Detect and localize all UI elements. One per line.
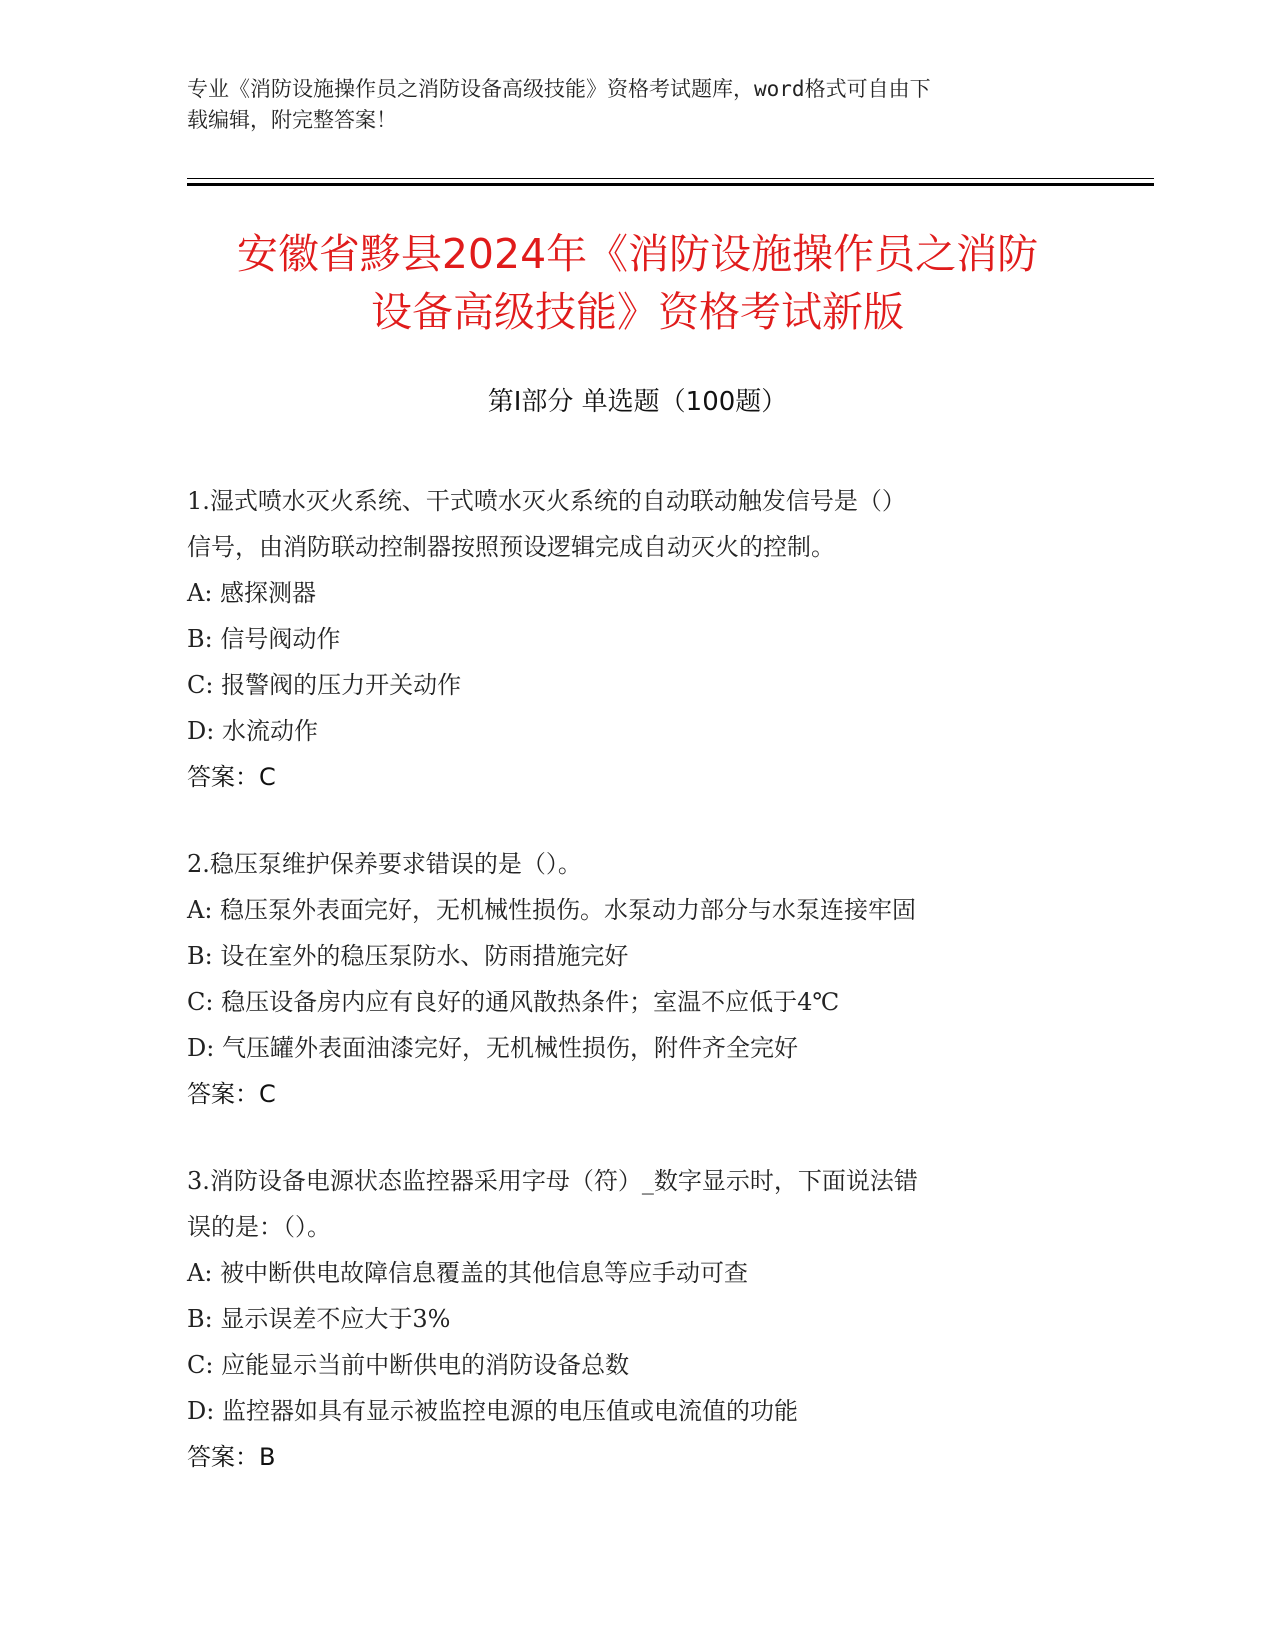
option-c: C: 应能显示当前中断供电的消防设备总数 <box>187 1351 630 1379</box>
option-d: D: 气压罐外表面油漆完好，无机械性损伤，附件齐全完好 <box>187 1034 798 1062</box>
divider <box>187 178 1154 179</box>
header-note-line: 载编辑，附完整答案！ <box>187 108 397 132</box>
section-title: 第Ⅰ部分 单选题（100题） <box>487 387 788 417</box>
option-b: B: 信号阀动作 <box>187 625 341 653</box>
document-title-line: 安徽省黟县2024年《消防设施操作员之消防 <box>236 230 1039 278</box>
question-2 <box>187 841 1087 1117</box>
document-title <box>0 225 1275 341</box>
question-stem: 3.消防设备电源状态监控器采用字母（符）_数字显示时，下面说法错 <box>187 1167 918 1195</box>
question-stem: 信号，由消防联动控制器按照预设逻辑完成自动灭火的控制。 <box>187 533 835 561</box>
option-d: D: 监控器如具有显示被监控电源的电压值或电流值的功能 <box>187 1397 798 1425</box>
question-3 <box>187 1158 1087 1480</box>
option-b: B: 设在室外的稳压泵防水、防雨措施完好 <box>187 942 629 970</box>
divider <box>187 183 1154 186</box>
option-d: D: 水流动作 <box>187 717 318 745</box>
header-note-line: 专业《消防设施操作员之消防设备高级技能》资格考试题库，word格式可自由下 <box>187 77 931 101</box>
option-a: A: 感探测器 <box>187 579 317 607</box>
question-stem: 1.湿式喷水灭火系统、干式喷水灭火系统的自动联动触发信号是（） <box>187 487 906 515</box>
answer: 答案：C <box>187 1080 276 1108</box>
option-b: B: 显示误差不应大于3% <box>187 1305 451 1333</box>
question-stem: 误的是：（）。 <box>187 1213 331 1241</box>
option-a: A: 被中断供电故障信息覆盖的其他信息等应手动可查 <box>187 1259 749 1287</box>
answer: 答案：C <box>187 763 276 791</box>
option-c: C: 报警阀的压力开关动作 <box>187 671 462 699</box>
question-stem: 2.稳压泵维护保养要求错误的是（）。 <box>187 850 582 878</box>
question-1 <box>187 478 1087 800</box>
answer: 答案：B <box>187 1443 276 1471</box>
header-note <box>187 74 1067 136</box>
option-a: A: 稳压泵外表面完好，无机械性损伤。水泵动力部分与水泵连接牢固 <box>187 896 917 924</box>
document-title-line: 设备高级技能》资格考试新版 <box>371 288 904 336</box>
question-list <box>187 478 1087 1521</box>
option-c: C: 稳压设备房内应有良好的通风散热条件；室温不应低于4℃ <box>187 988 840 1016</box>
